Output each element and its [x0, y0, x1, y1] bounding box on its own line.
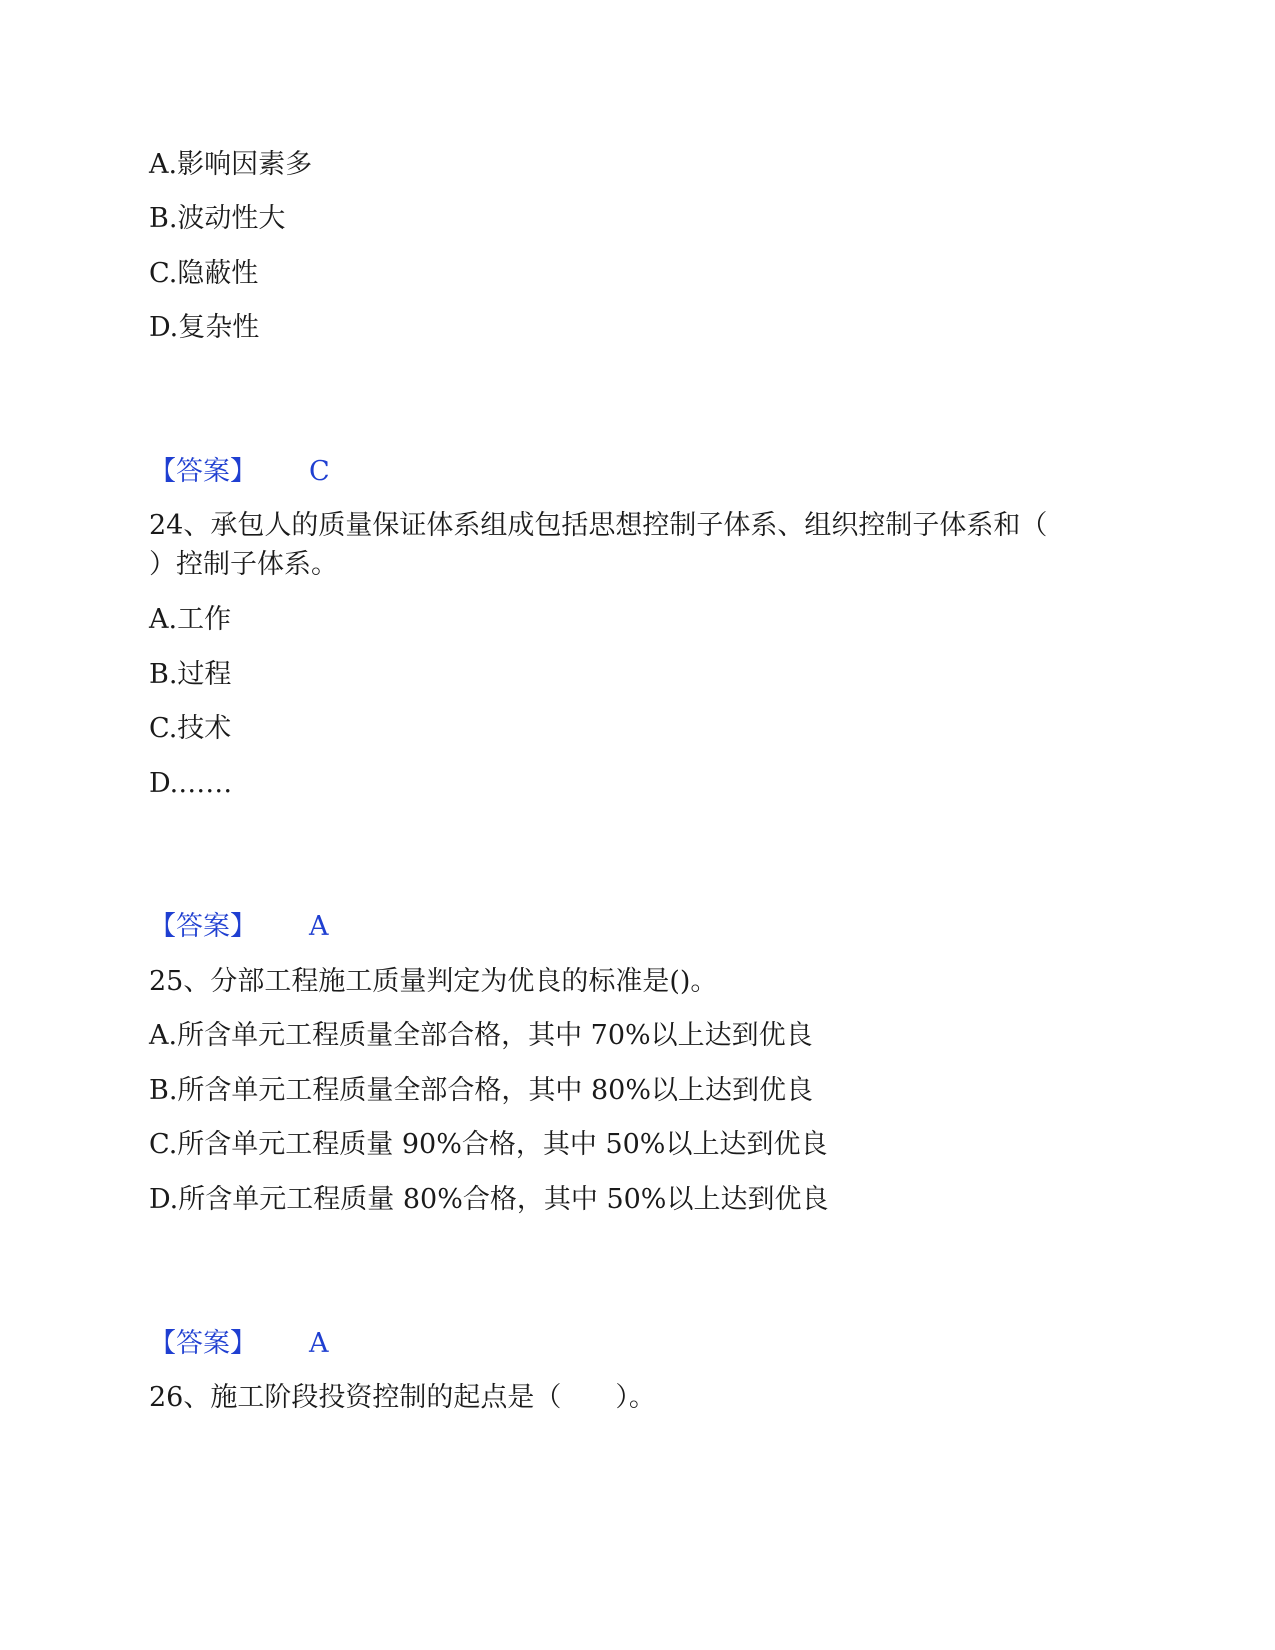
- option-b: B.所含单元工程质量全部合格，其中 80%以上达到优良: [149, 1075, 814, 1106]
- option-c: C.隐蔽性: [149, 258, 259, 289]
- answer-value: A: [309, 1328, 329, 1359]
- answer-label: 【答案】: [149, 1328, 257, 1359]
- option-b: B.过程: [149, 659, 232, 690]
- answer-label: 【答案】: [149, 456, 257, 487]
- question-26: 26、施工阶段投资控制的起点是（ ）。: [149, 1382, 656, 1413]
- question-24-line1: 24、承包人的质量保证体系组成包括思想控制子体系、组织控制子体系和（: [149, 510, 1048, 541]
- answer-row: [149, 1327, 329, 1361]
- option-a: A.工作: [149, 604, 232, 635]
- answer-value: C: [309, 456, 330, 487]
- option-d: D.复杂性: [149, 312, 260, 343]
- answer-value: A: [309, 911, 329, 942]
- option-d: D.所含单元工程质量 80%合格，其中 50%以上达到优良: [149, 1184, 829, 1215]
- option-d: D.……: [149, 768, 233, 799]
- question-24-line2: ）控制子体系。: [149, 549, 338, 580]
- answer-row: [149, 910, 329, 944]
- option-b: B.波动性大: [149, 203, 286, 234]
- option-c: C.所含单元工程质量 90%合格，其中 50%以上达到优良: [149, 1129, 828, 1160]
- option-a: A.所含单元工程质量全部合格，其中 70%以上达到优良: [149, 1020, 813, 1051]
- answer-row: [149, 455, 330, 489]
- question-25: 25、分部工程施工质量判定为优良的标准是()。: [149, 966, 718, 997]
- option-a: A.影响因素多: [149, 149, 313, 180]
- answer-label: 【答案】: [149, 911, 257, 942]
- option-c: C.技术: [149, 713, 232, 744]
